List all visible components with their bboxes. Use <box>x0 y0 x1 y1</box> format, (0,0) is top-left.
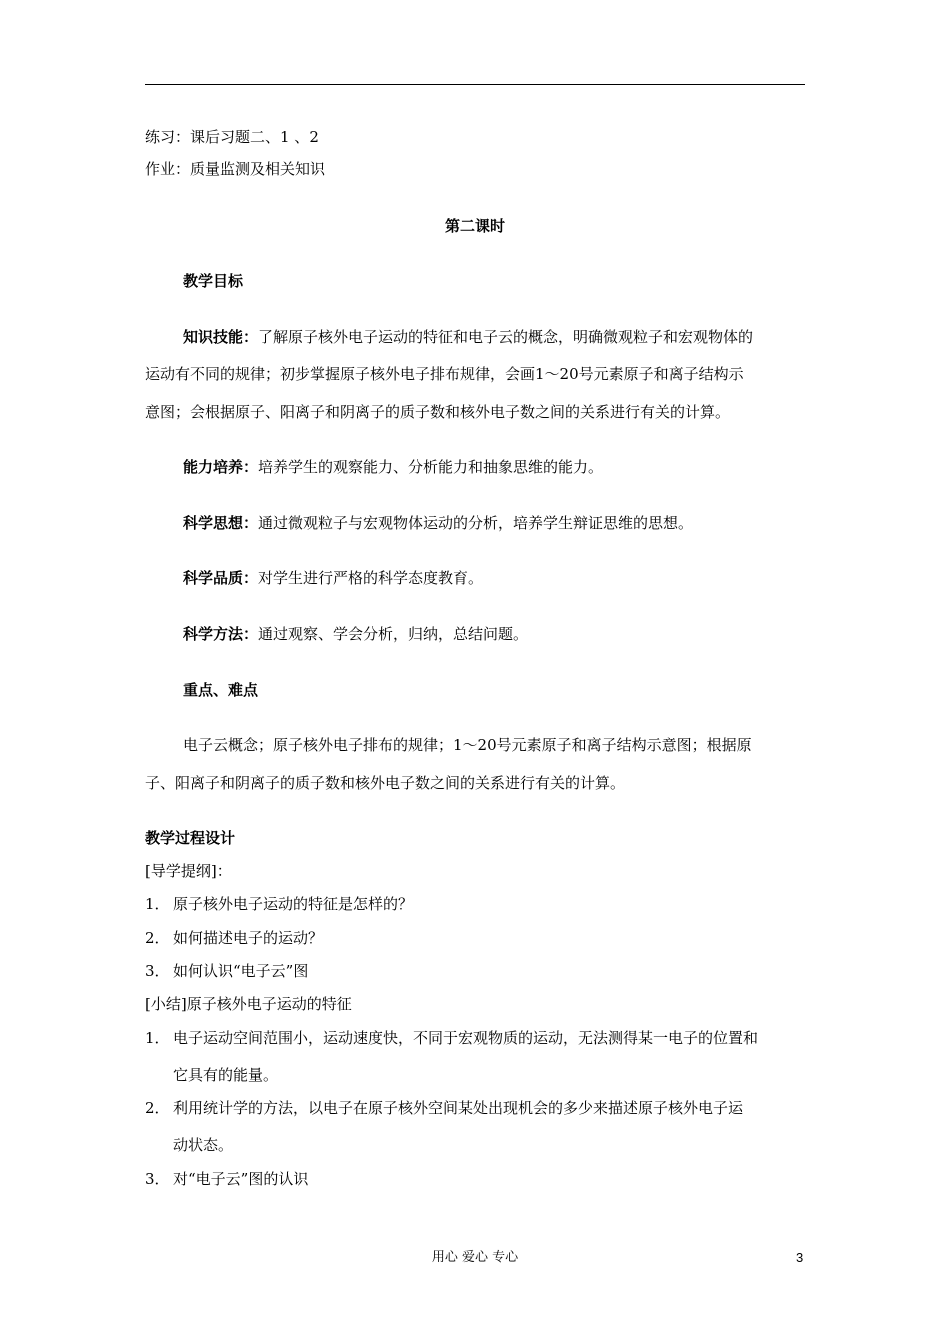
method-text: 通过观察、学会分析，归纳，总结问题。 <box>258 625 529 643</box>
summary-item-1-line-2: 它具有的能量。 <box>173 1066 279 1084</box>
knowledge-line-2: 运动有不同的规律；初步掌握原子核外电子排布规律，会画1～20号元素原子和离子结构示 <box>145 365 744 383</box>
exercise-line: 练习：课后习题二、1 、2 <box>145 128 319 146</box>
summary-heading: [小结]原子核外电子运动的特征 <box>145 995 352 1013</box>
ability-line <box>183 458 603 476</box>
summary-item-1-num: 1． <box>145 1029 170 1047</box>
quality-line <box>183 569 483 587</box>
key-line-1: 电子云概念；原子核外电子排布的规律；1～20号元素原子和离子结构示意图；根据原 <box>183 736 752 754</box>
ability-text: 培养学生的观察能力、分析能力和抽象思维的能力。 <box>258 458 604 476</box>
knowledge-text-1: 了解原子核外电子运动的特征和电子云的概念，明确微观粒子和宏观物体的 <box>258 328 754 346</box>
summary-item-2-num: 2． <box>145 1099 170 1117</box>
guide-item-1-num: 1． <box>145 895 170 913</box>
guide-item-3: 如何认识“电子云”图 <box>173 962 309 980</box>
ability-label: 能力培养： <box>183 458 259 476</box>
guide-heading: [导学提纲]： <box>145 862 232 880</box>
guide-item-2-num: 2． <box>145 929 170 947</box>
lesson-title: 第二课时 <box>444 217 505 235</box>
quality-text: 对学生进行严格的科学态度教育。 <box>258 569 484 587</box>
knowledge-line-3: 意图；会根据原子、阳离子和阴离子的质子数和核外电子数之间的关系进行有关的计算。 <box>145 403 731 421</box>
guide-item-3-num: 3． <box>145 962 170 980</box>
knowledge-label: 知识技能： <box>183 328 259 346</box>
summary-item-2-line-2: 动状态。 <box>173 1136 234 1154</box>
objectives-heading: 教学目标 <box>183 272 244 290</box>
page-footer: 用心 爱心 专心 <box>431 1250 519 1265</box>
page-number: 3 <box>796 1250 804 1265</box>
process-heading: 教学过程设计 <box>145 829 236 847</box>
method-line <box>183 625 528 643</box>
summary-item-2-line-1: 利用统计学的方法，以电子在原子核外空间某处出现机会的多少来描述原子核外电子运 <box>173 1099 744 1117</box>
header-rule <box>145 84 805 85</box>
thinking-label: 科学思想： <box>183 514 259 532</box>
guide-item-2: 如何描述电子的运动？ <box>173 929 324 947</box>
method-label: 科学方法： <box>183 625 259 643</box>
quality-label: 科学品质： <box>183 569 259 587</box>
guide-item-1: 原子核外电子运动的特征是怎样的？ <box>173 895 414 913</box>
thinking-text: 通过微观粒子与宏观物体运动的分析，培养学生辩证思维的思想。 <box>258 514 694 532</box>
knowledge-line-1 <box>183 328 753 346</box>
key-line-2: 子、阳离子和阴离子的质子数和核外电子数之间的关系进行有关的计算。 <box>145 774 626 792</box>
summary-item-1-line-1: 电子运动空间范围小，运动速度快，不同于宏观物质的运动，无法测得某一电子的位置和 <box>173 1029 759 1047</box>
summary-item-3-line-1: 对“电子云”图的认识 <box>173 1170 309 1188</box>
summary-item-3-num: 3． <box>145 1170 170 1188</box>
homework-line: 作业：质量监测及相关知识 <box>145 160 326 178</box>
key-heading: 重点、难点 <box>183 681 259 699</box>
thinking-line <box>183 514 693 532</box>
